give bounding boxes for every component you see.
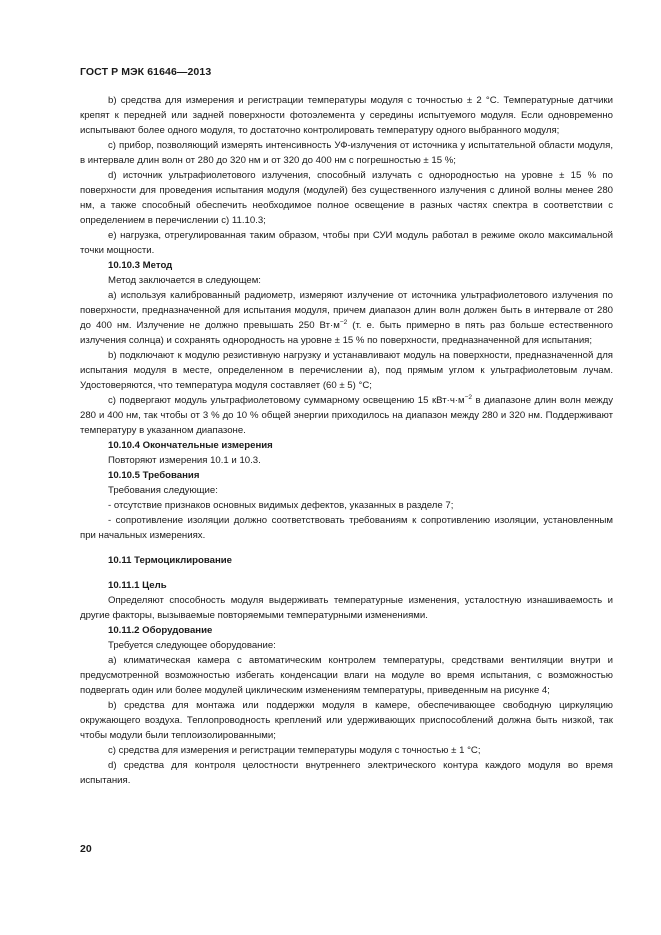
paragraph-requirement-1: - отсутствие признаков основных видимых дефектов, указанных в разделе 7; bbox=[108, 500, 454, 511]
section-heading-10-10-5: 10.10.5 Требования bbox=[108, 470, 200, 481]
paragraph-method-c-text: с) подвергают модуль ультрафиолетовому суммарному освещению 15 кВт·ч·м bbox=[108, 395, 465, 406]
paragraph-1d: d) источник ультрафиолетового излучения, способный излучать с однородностью на уровне ± 15 % по поверхности для проведения испытания модуля (модулей) без существенного излучения с длиной волны менее 280 нм, а также способный обеспечить необходимое полное освещение в разных частях спектра в соответствии с определением в перечислении с) 11.10.3; bbox=[80, 170, 613, 226]
paragraph-equipment-a: а) климатическая камера с автоматическим контролем температуры, средствами вентиляции внутри и предусмотренной возможностью избегать конденсации влаги на модуле во время испытания, с возможностью подвергать один или более модулей циклическим изменениям температуры, приведенным на рисунке 4; bbox=[80, 655, 613, 696]
paragraph-equipment-b: b) средства для монтажа или поддержки модуля в камере, обеспечивающее свободную циркуляцию окружающего воздуха. Теплопроводность креплений или удерживающих приспособлений должна быть низкой, так чтобы модули были теплоизолированными; bbox=[80, 700, 613, 741]
paragraph-method-a bbox=[80, 288, 613, 348]
paragraph-final-measurements: Повторяют измерения 10.1 и 10.3. bbox=[108, 455, 261, 466]
paragraph-method-a-text-after: (т. е. быть примерно в пять раз больше естественного излучения солнца) и сохранять однородность на уровне ± 15 % по поверхности, предназначенной для испытания; bbox=[80, 320, 613, 346]
paragraph-method-b: b) подключают к модулю резистивную нагрузку и устанавливают модуль на поверхности, предназначенной для испытания модуля в месте, определенном в перечислении а), под прямым углом к ультрафиолетовым лучам. Удостоверяются, что температура модуля составляет (60 ± 5) °С; bbox=[80, 350, 613, 391]
page-number: 20 bbox=[80, 843, 92, 855]
superscript: −2 bbox=[339, 319, 348, 326]
paragraph-equipment-c: с) средства для измерения и регистрации температуры модуля с точностью ± 1 °С; bbox=[108, 745, 481, 756]
section-heading-10-11-2: 10.11.2 Оборудование bbox=[108, 625, 213, 636]
paragraph-method-a-text: а) используя калиброванный радиометр, измеряют излучение от источника ультрафиолетового излучения по поверхности, предназначенной для испытания модуля, причем диапазон длин волн должен быть в интервале от 280 до 400 нм. Излучение не должно превышать 250 Вт·м bbox=[80, 290, 613, 331]
paragraph-1e: е) нагрузка, отрегулированная таким образом, чтобы при СУИ модуль работал в режиме около максимальной точки мощности. bbox=[80, 230, 613, 256]
paragraph-equipment-d: d) средства для контроля целостности внутреннего электрического контура каждого модуля во время испытания. bbox=[80, 760, 613, 786]
section-heading-10-11: 10.11 Термоциклирование bbox=[108, 555, 232, 566]
section-heading-10-10-3: 10.10.3 Метод bbox=[108, 260, 173, 271]
paragraph-method-c-text-after: в диапазоне длин волн между 280 и 400 нм, так чтобы от 3 % до 10 % общей энергии приходилось на диапазон между 280 и 320 нм. Поддерживают температуру в указанном диапазоне. bbox=[80, 395, 613, 436]
paragraph-1c: с) прибор, позволяющий измерять интенсивность УФ-излучения от источника у испытательной области модуля, в интервале длин волн от 280 до 320 нм и от 320 до 400 нм с погрешностью ± 15 %; bbox=[80, 140, 613, 166]
paragraph-requirement-2: - сопротивление изоляции должно соответствовать требованиям к сопротивлению изоляции, установленным при начальных измерениях. bbox=[80, 515, 613, 541]
superscript: −2 bbox=[464, 394, 473, 401]
document-body bbox=[80, 93, 613, 788]
paragraph-equipment-intro: Требуется следующее оборудование: bbox=[108, 640, 276, 651]
paragraph-requirements-intro: Требования следующие: bbox=[108, 485, 218, 496]
paragraph-method-intro: Метод заключается в следующем: bbox=[108, 275, 261, 286]
document-header: ГОСТ Р МЭК 61646—2013 bbox=[80, 66, 212, 78]
paragraph-purpose: Определяют способность модуля выдерживать температурные изменения, усталостную изнашиваемость и другие факторы, вызываемые повторяемыми температурными изменениями. bbox=[80, 595, 613, 621]
section-heading-10-10-4: 10.10.4 Окончательные измерения bbox=[108, 440, 273, 451]
paragraph-method-c bbox=[80, 393, 613, 438]
section-heading-10-11-1: 10.11.1 Цель bbox=[108, 580, 167, 591]
paragraph-1b: b) средства для измерения и регистрации температуры модуля с точностью ± 2 °С. Температурные датчики крепят к передней или задней поверхности фотоэлемента у середины испытуемого модуля. Если одновременно испытывают более одного модуля, то достаточно контролировать температуру одного выбранного модуля; bbox=[80, 95, 613, 136]
